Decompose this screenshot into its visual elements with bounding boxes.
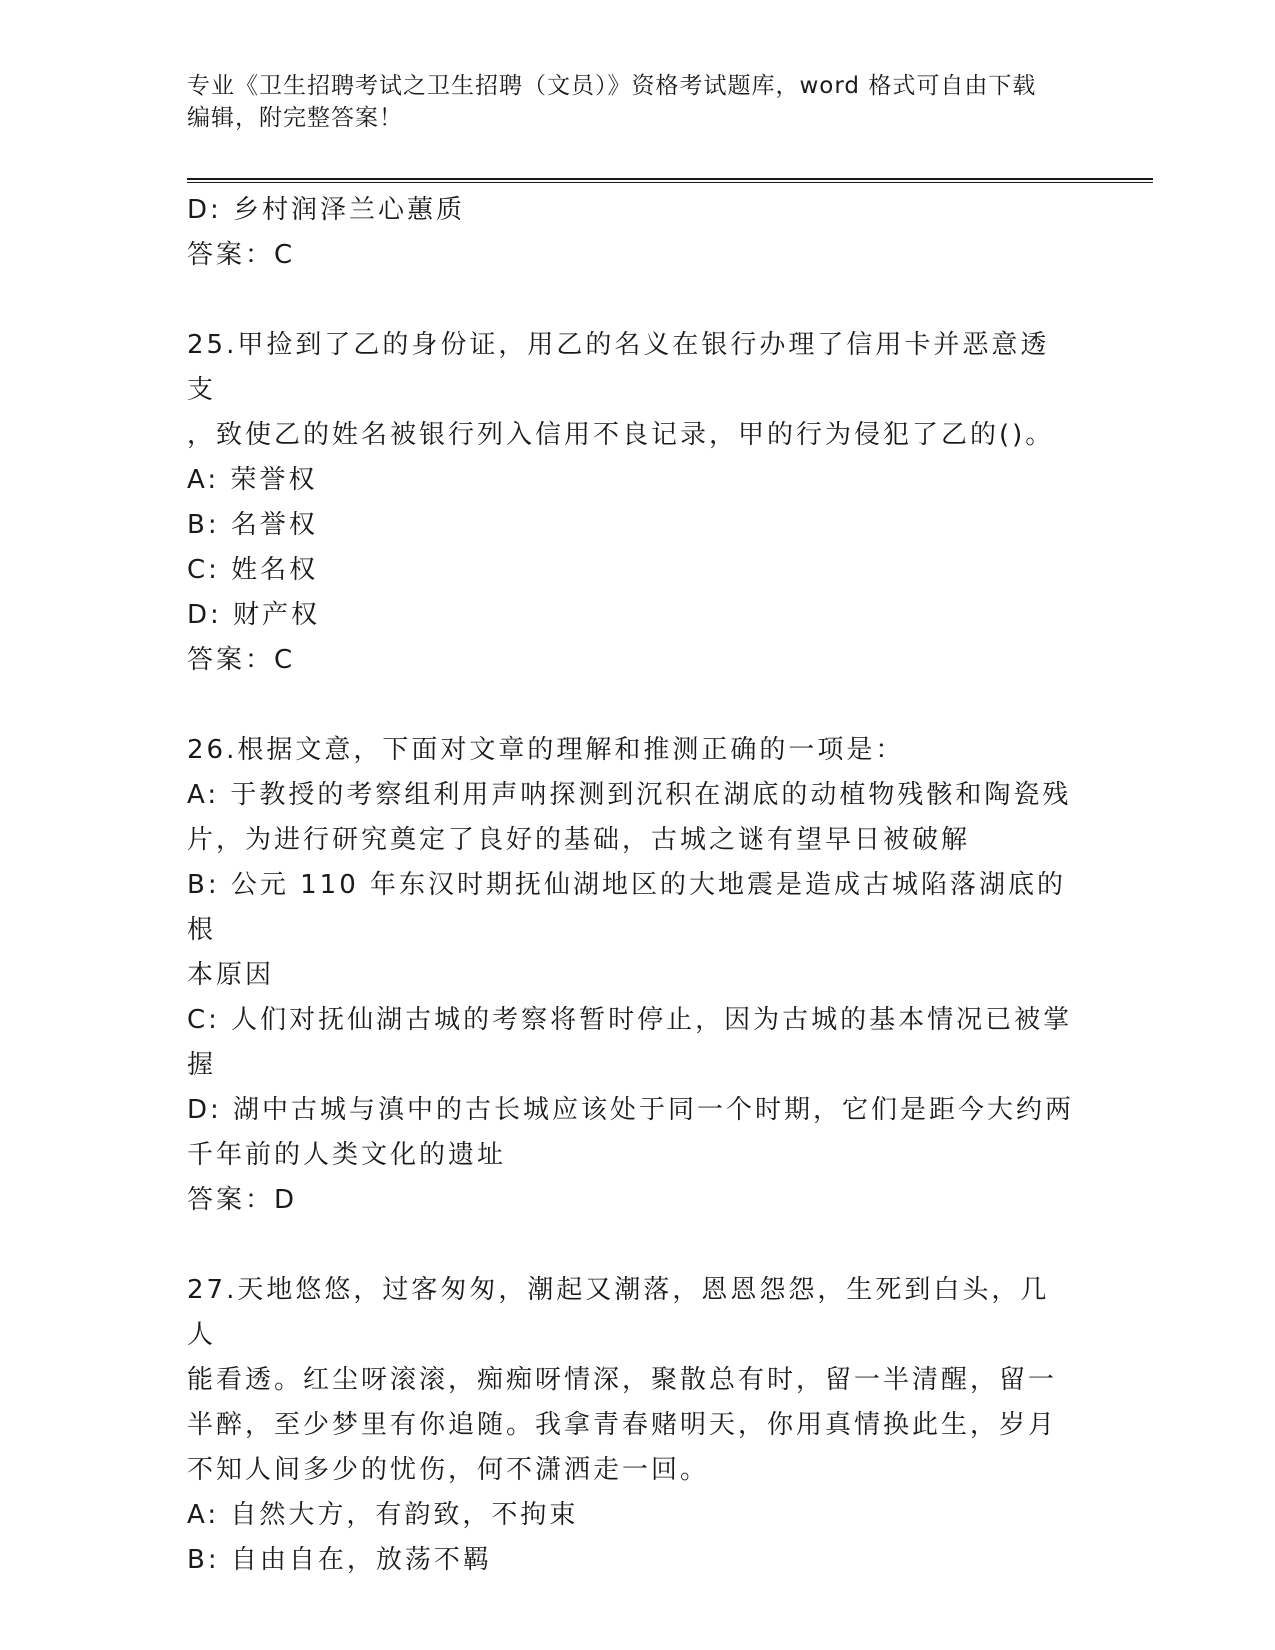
spacer bbox=[187, 278, 1077, 323]
option-b: B: 公元 110 年东汉时期抚仙湖地区的大地震是造成古城陷落湖底的根 bbox=[187, 870, 1067, 945]
option-b-continued: 本原因 bbox=[187, 960, 275, 990]
option-a: A: 于教授的考察组利用声呐探测到沉积在湖底的动植物残骸和陶瓷残 bbox=[187, 780, 1072, 810]
question-25 bbox=[187, 323, 1077, 683]
answer: 答案：C bbox=[187, 645, 296, 675]
question-24-tail bbox=[187, 188, 1077, 278]
option-c: C: 姓名权 bbox=[187, 555, 319, 585]
option-b: B: 自由自在，放荡不羁 bbox=[187, 1545, 492, 1575]
header-line-1: 专业《卫生招聘考试之卫生招聘（文员）》资格考试题库，word 格式可自由下载 bbox=[187, 73, 1037, 99]
option-a: A: 荣誉权 bbox=[187, 465, 318, 495]
option-d: D: 乡村润泽兰心蕙质 bbox=[187, 195, 466, 225]
option-d: D: 湖中古城与滇中的古长城应该处于同一个时期，它们是距今大约两 bbox=[187, 1095, 1075, 1125]
question-stem: 能看透。红尘呀滚滚，痴痴呀情深，聚散总有时，留一半清醒，留一 bbox=[187, 1365, 1058, 1395]
option-d-continued: 千年前的人类文化的遗址 bbox=[187, 1140, 507, 1170]
document-header bbox=[187, 70, 1087, 134]
question-stem: 26.根据文意，下面对文章的理解和推测正确的一项是： bbox=[187, 735, 905, 765]
answer: 答案：D bbox=[187, 1185, 298, 1215]
option-b: B: 名誉权 bbox=[187, 510, 318, 540]
spacer bbox=[187, 1223, 1077, 1268]
question-27 bbox=[187, 1268, 1077, 1583]
question-stem: 27.天地悠悠，过客匆匆，潮起又潮落，恩恩怨怨，生死到白头，几人 bbox=[187, 1275, 1050, 1350]
option-d: D: 财产权 bbox=[187, 600, 321, 630]
question-stem: 不知人间多少的忧伤，何不潇洒走一回。 bbox=[187, 1455, 710, 1485]
question-stem: ，致使乙的姓名被银行列入信用不良记录，甲的行为侵犯了乙的()。 bbox=[187, 420, 1055, 450]
question-stem: 25.甲捡到了乙的身份证，用乙的名义在银行办理了信用卡并恶意透支 bbox=[187, 330, 1050, 405]
option-a-continued: 片，为进行研究奠定了良好的基础，古城之谜有望早日被破解 bbox=[187, 825, 971, 855]
question-stem: 半醉，至少梦里有你追随。我拿青春赌明天，你用真情换此生，岁月 bbox=[187, 1410, 1058, 1440]
spacer bbox=[187, 683, 1077, 728]
question-26 bbox=[187, 728, 1077, 1223]
header-line-2: 编辑，附完整答案！ bbox=[187, 105, 403, 131]
document-body bbox=[187, 188, 1077, 1583]
option-a: A: 自然大方，有韵致，不拘束 bbox=[187, 1500, 579, 1530]
option-c: C: 人们对抚仙湖古城的考察将暂时停止，因为古城的基本情况已被掌 bbox=[187, 1005, 1073, 1035]
option-c-continued: 握 bbox=[187, 1050, 217, 1080]
answer: 答案：C bbox=[187, 240, 296, 270]
header-divider bbox=[187, 178, 1153, 183]
